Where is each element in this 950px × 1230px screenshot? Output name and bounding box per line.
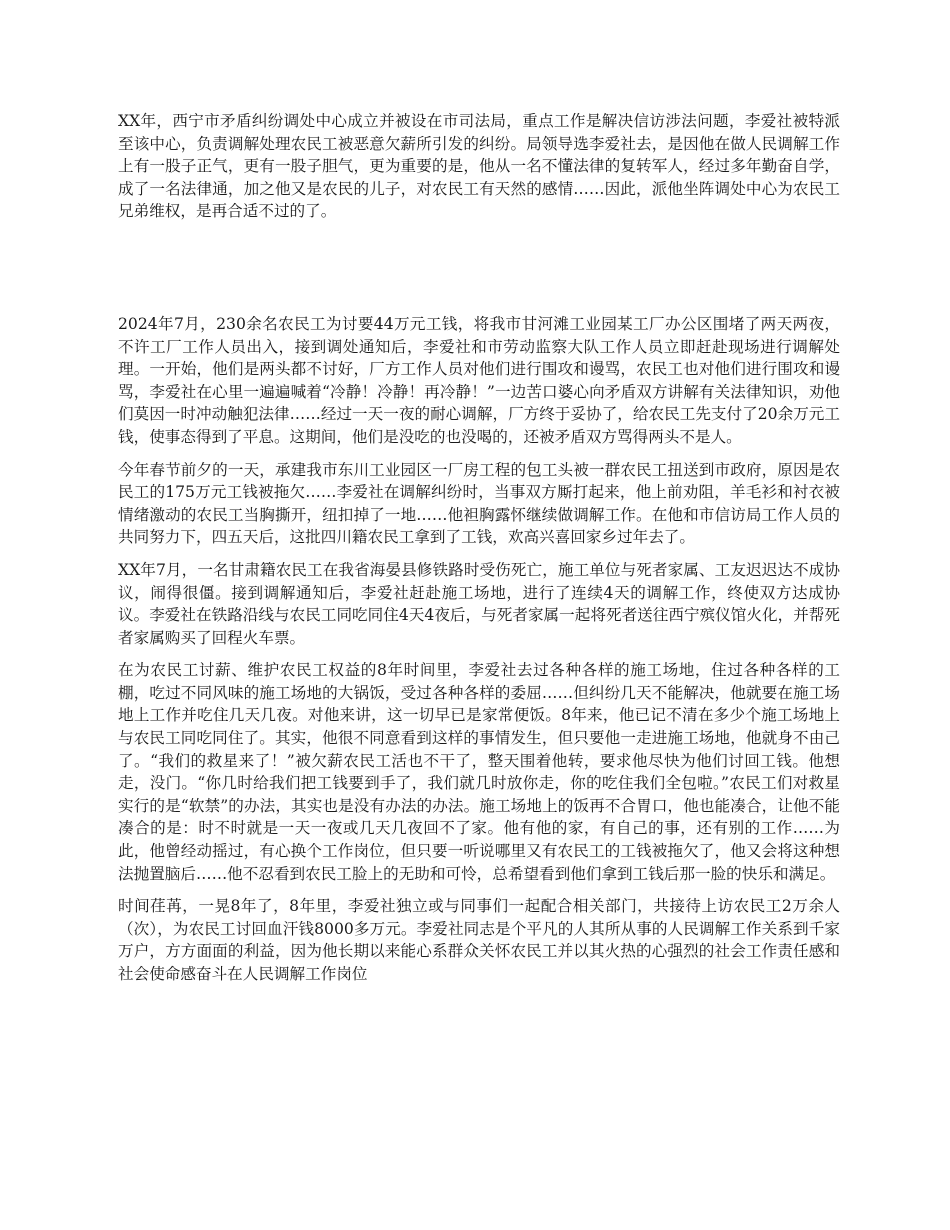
paragraph-6: 时间荏苒，一晃8年了，8年里，李爱社独立或与同事们一起配合相关部门，共接待上访农民工2万余人（次），为农民工讨回血汗钱8000多万元。李爱社同志是个平凡的人其所从事的人民调解工作关系到千家万户，方方面面的利益，因为他长期以来能心系群众关怀农民工并以其火热的心强烈的社会工作责任感和社会使命感奋斗在人民调解工作岗位 xyxy=(118,897,840,983)
paragraph-2: 2024年7月，230余名农民工为讨要44万元工钱，将我市甘河滩工业园某工厂办公区围堵了两天两夜，不许工厂工作人员出入，接到调处通知后，李爱社和市劳动监察大队工作人员立即赶赴现场进行调解处理。一开始，他们是两头都不讨好，厂方工作人员对他们进行围攻和谩骂，农民工也对他们进行围攻和谩骂，李爱社在心里一遍遍喊着“冷静！冷静！再冷静！”一边苦口婆心向矛盾双方讲解有关法律知识，劝他们莫因一时冲动触犯法律……经过一天一夜的耐心调解，厂方终于妥协了，给农民工先支付了20余万元工钱，使事态得到了平息。这期间，他们是没吃的也没喝的，还被矛盾双方骂得两头不是人。 xyxy=(118,314,840,446)
paragraph-4: XX年7月，一名甘肃籍农民工在我省海晏县修铁路时受伤死亡，施工单位与死者家属、工友迟迟达不成协议，闹得很僵。接到调解通知后，李爱社赶赴施工场地，进行了连续4天的调解工作，终使双方达成协议。李爱社在铁路沿线与农民工同吃同住4天4夜后，与死者家属一起将死者送往西宁殡仪馆火化，并帮死者家属购买了回程火车票。 xyxy=(118,560,840,647)
paragraph-1: XX年，西宁市矛盾纠纷调处中心成立并被设在市司法局，重点工作是解决信访涉法问题，李爱社被特派至该中心，负责调解处理农民工被恶意欠薪所引发的纠纷。局领导选李爱社去，是因他在做人民调解工作上有一股子正气，更有一股子胆气，更为重要的是，他从一名不懂法律的复转军人，经过多年勤奋自学，成了一名法律通，加之他又是农民的儿子，对农民工有天然的感情……因此，派他坐阵调处中心为农民工兄弟维权，是再合适不过的了。 xyxy=(118,112,840,221)
paragraph-5: 在为农民工讨薪、维护农民工权益的8年时间里，李爱社去过各种各样的施工场地，住过各种各样的工棚，吃过不同风味的施工场地的大锅饭，受过各种各样的委屈……但纠纷几天不能解决，他就要在施工场地上工作并吃住几天几夜。对他来讲，这一切早已是家常便饭。8年来，他已记不清在多少个施工场地上与农民工同吃同住了。其实，他很不同意看到这样的事情发生，但只要他一走进施工场地，他就身不由己了。“我们的救星来了！”被欠薪农民工活也不干了，整天围着他转，要求他尽快为他们讨回工钱。他想走，没门。“你几时给我们把工钱要到手了，我们就几时放你走，你的吃住我们全包啦。”农民工们对救星实行的是“软禁”的办法，其实也是没有办法的办法。施工场地上的饭再不合胃口，他也能凑合，让他不能凑合的是：时不时就是一天一夜或几天几夜回不了家。他有他的家，有自己的事，还有别的工作……为此，他曾经动摇过，有心换个工作岗位，但只要一听说哪里又有农民工的工钱被拖欠了，他又会将这种想法抛置脑后……他不忍看到农民工脸上的无助和可怜，总希望看到他们拿到工钱后那一脸的快乐和满足。 xyxy=(118,661,840,883)
paragraph-3: 今年春节前夕的一天，承建我市东川工业园区一厂房工程的包工头被一群农民工扭送到市政府，原因是农民工的175万元工钱被拖欠……李爱社在调解纠纷时，当事双方厮打起来，他上前劝阻，羊毛衫和衬衣被情绪激动的农民工当胸撕开，纽扣掉了一地……他袒胸露怀继续做调解工作。在他和市信访局工作人员的共同努力下，四五天后，这批四川籍农民工拿到了工钱，欢高兴喜回家乡过年去了。 xyxy=(118,460,840,547)
document-body xyxy=(118,110,840,996)
